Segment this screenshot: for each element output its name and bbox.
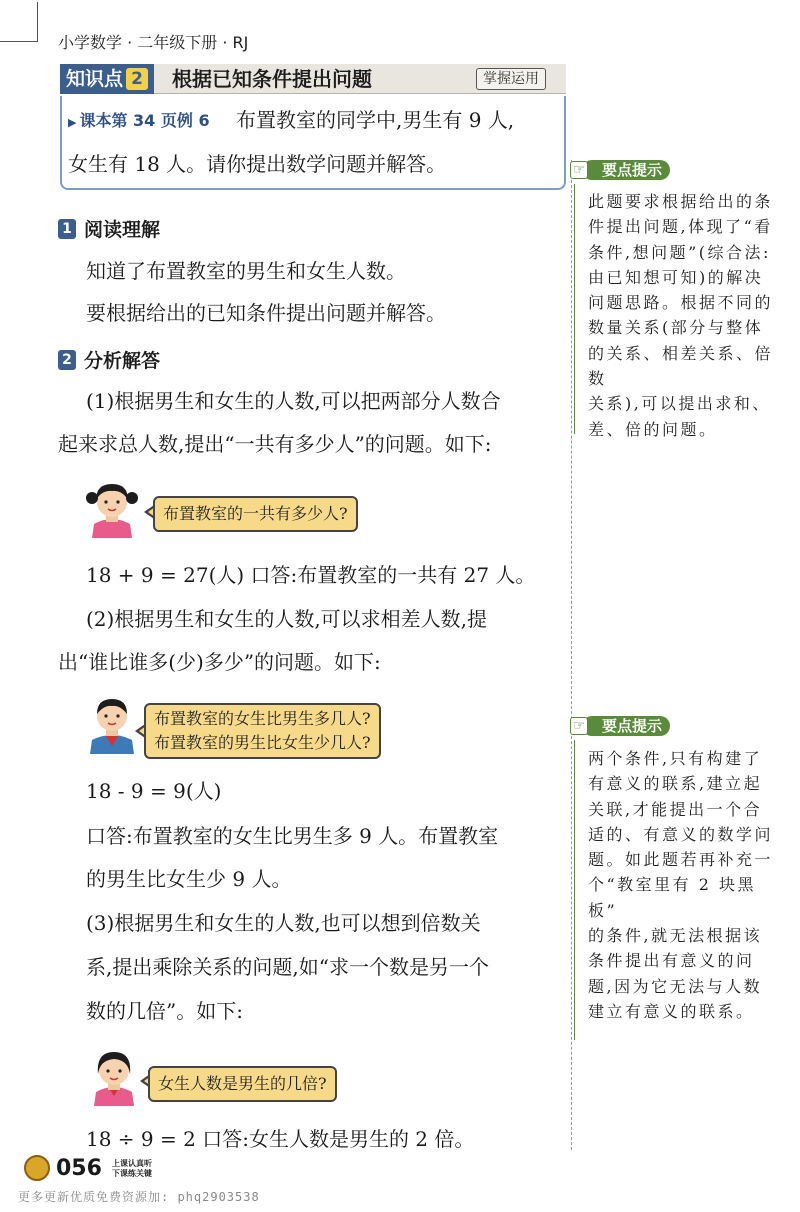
- tip-rule: [574, 184, 575, 434]
- paragraph-line: 系,提出乘除关系的问题,如“求一个数是另一个: [86, 955, 489, 979]
- equation-difference: 18 - 9 = 9(人): [86, 779, 222, 803]
- speech-bubble-difference: [144, 703, 381, 759]
- section-heading-analysis: [58, 346, 160, 373]
- girl-avatar: [84, 1044, 144, 1106]
- answer-line-division: 18 ÷ 9 = 2 口答:女生人数是男生的 2 倍。: [86, 1127, 475, 1151]
- paragraph-line: (3)根据男生和女生的人数,也可以想到倍数关: [86, 911, 481, 935]
- knowledge-point-number: 2: [126, 68, 148, 90]
- section-heading-reading: [58, 215, 160, 242]
- hand-point-icon: ☞: [570, 161, 588, 179]
- knowledge-point-label: 知识点: [66, 68, 124, 90]
- tip-line: 条件,想问题”(综合法:: [588, 242, 771, 262]
- margin-divider: [571, 160, 572, 1150]
- paragraph-line: (1)根据男生和女生的人数,可以把两部分人数合: [86, 389, 501, 413]
- mastery-badge: 掌握运用: [476, 68, 546, 90]
- slogan-line: 上课认真听: [112, 1159, 152, 1168]
- tip-line: 关联,才能提出一个合: [588, 799, 763, 819]
- tip-line: 条件提出有意义的问: [588, 951, 755, 971]
- tip-rule: [574, 740, 575, 1040]
- tip-line: 适的、有意义的数学问: [588, 824, 774, 844]
- play-triangle-icon: ▶: [68, 116, 77, 129]
- bubble-line: 布置教室的男生比女生少几人?: [154, 733, 371, 752]
- example-reference: [68, 108, 210, 131]
- paragraph-line: 起来求总人数,提出“一共有多少人”的问题。如下:: [58, 432, 492, 456]
- tip-text-block: [588, 189, 778, 442]
- bubble-line: 布置教室的女生比男生多几人?: [154, 709, 371, 728]
- tip-line: 的关系、相差关系、倍数: [588, 343, 774, 389]
- tip-line: 题,因为它无法与人数: [588, 976, 763, 996]
- tip-line: 问题思路。根据不同的: [588, 293, 774, 313]
- knowledge-point-title: 根据已知条件提出问题: [172, 67, 372, 91]
- paragraph-line: 口答:布置教室的女生比男生多 9 人。布置教室: [86, 824, 499, 848]
- tip-line: 有意义的联系,建立起: [588, 774, 763, 794]
- boy-avatar: [82, 692, 142, 754]
- page-star-badge: [24, 1155, 50, 1181]
- example-text-line2: 女生有 18 人。请你提出数学问题并解答。: [68, 152, 447, 176]
- paragraph-line: (2)根据男生和女生的人数,可以求相差人数,提: [86, 607, 488, 631]
- tip-line: 件提出问题,体现了“看: [588, 217, 773, 237]
- paragraph-line: 数的几倍”。如下:: [86, 999, 243, 1023]
- speech-bubble-multiple: 女生人数是男生的几倍?: [148, 1066, 337, 1102]
- tip-line: 建立有意义的联系。: [588, 1001, 755, 1021]
- answer-line-sum: 18 + 9 = 27(人) 口答:布置教室的一共有 27 人。: [86, 563, 536, 587]
- page-slogan: [112, 1159, 152, 1179]
- page-number: 056: [56, 1156, 102, 1181]
- section-heading-text: 阅读理解: [84, 219, 161, 241]
- book-header-title: 小学数学 · 二年级下册 · RJ: [58, 33, 249, 52]
- tip-line: 关系),可以提出求和、: [588, 394, 771, 414]
- knowledge-point-tag: [60, 64, 154, 94]
- slogan-line: 下课练关键: [112, 1169, 152, 1178]
- tip-line: 差、倍的问题。: [588, 419, 718, 439]
- example-reference-text: 课本第 34 页例 6: [79, 111, 210, 130]
- section-heading-text: 分析解答: [84, 350, 161, 372]
- tip-heading: 要点提示: [582, 716, 670, 736]
- watermark-text: 更多更新优质免费资源加: phq2903538: [18, 1190, 260, 1204]
- paragraph-line: 出“谁比谁多(少)多少”的问题。如下:: [58, 650, 381, 674]
- section-number: 2: [58, 350, 76, 370]
- section-number: 1: [58, 219, 76, 239]
- tip-line: 数量关系(部分与整体: [588, 318, 764, 338]
- tip-line: 的条件,就无法根据该: [588, 926, 763, 946]
- hand-point-icon: ☞: [570, 717, 588, 735]
- paragraph-line: 知道了布置教室的男生和女生人数。: [86, 259, 406, 283]
- header-corner-rule: [0, 2, 38, 42]
- tip-heading: 要点提示: [582, 160, 670, 180]
- paragraph-line: 要根据给出的已知条件提出问题并解答。: [86, 301, 446, 325]
- paragraph-line: 的男生比女生少 9 人。: [86, 867, 292, 891]
- tip-line: 由已知想可知)的解决: [588, 267, 764, 287]
- tip-line: 两个条件,只有构建了: [588, 749, 763, 768]
- speech-bubble-total: 布置教室的一共有多少人?: [153, 496, 358, 532]
- tip-line: 题。如此题若再补充一: [588, 850, 774, 870]
- tip-text-block: [588, 746, 778, 1024]
- tip-line: 个“教室里有 2 块黑板”: [588, 875, 757, 920]
- girl-avatar: [82, 476, 142, 538]
- example-text-line1: 布置教室的同学中,男生有 9 人,: [236, 108, 515, 132]
- tip-line: 此题要求根据给出的条: [588, 192, 774, 211]
